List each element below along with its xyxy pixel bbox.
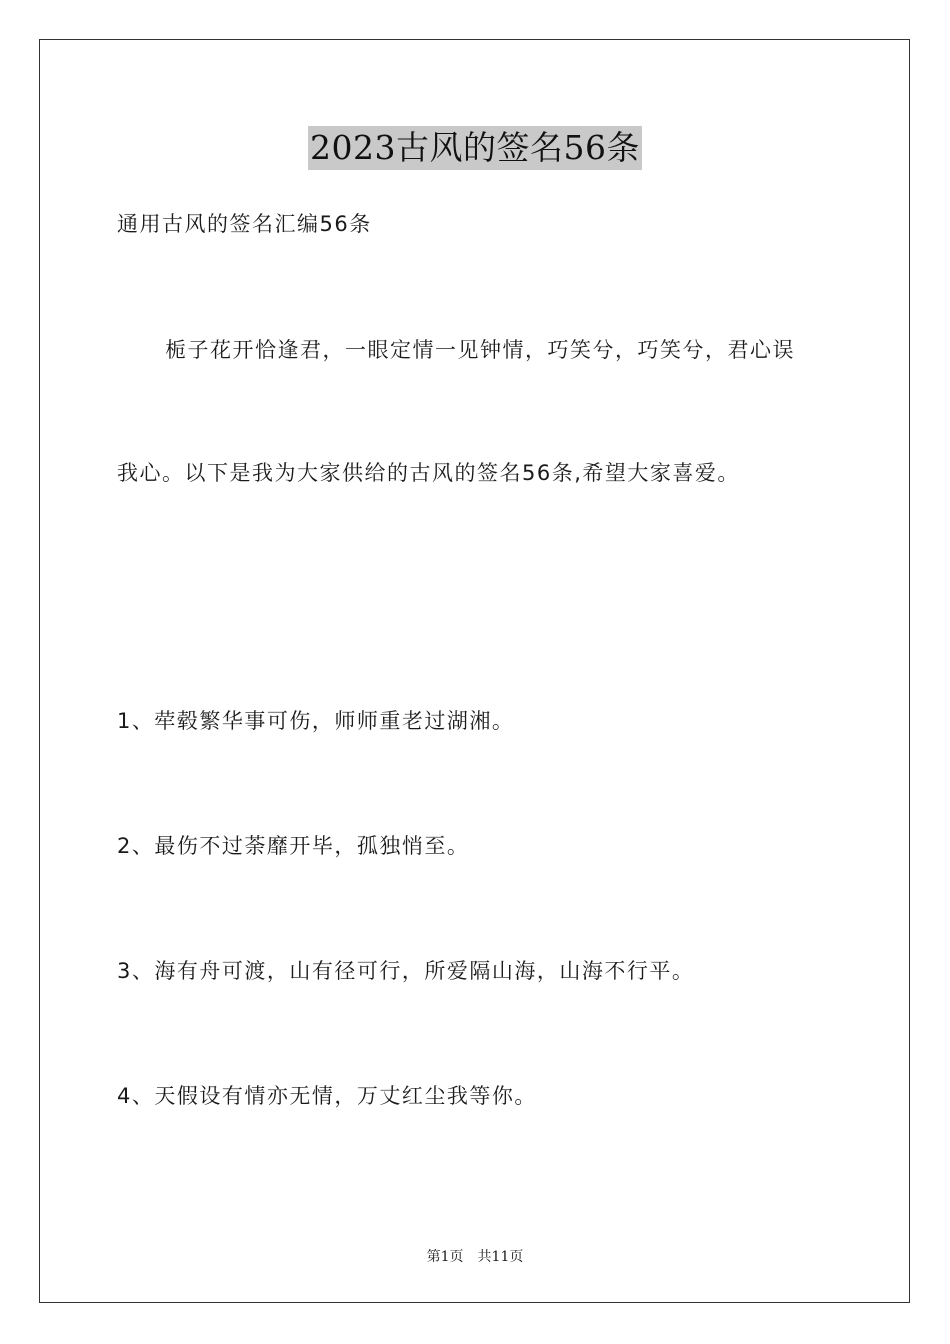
page-number-total: 共11页: [477, 1249, 524, 1265]
list-item: 3、海有舟可渡，山有径可行，所爱隔山海，山海不行平。: [117, 959, 695, 983]
document-subtitle: 通用古风的签名汇编56条: [117, 212, 372, 236]
intro-paragraph-line-2: 我心。以下是我为大家供给的古风的签名56条,希望大家喜爱。: [117, 461, 740, 485]
list-item: 4、天假设有情亦无情，万丈红尘我等你。: [117, 1084, 537, 1108]
title-container: [0, 126, 950, 170]
intro-paragraph-line-1: 栀子花开恰逢君，一眼定情一见钟情，巧笑兮，巧笑兮，君心误: [165, 338, 795, 362]
list-item: 2、最伤不过荼靡开毕，孤独悄至。: [117, 834, 470, 858]
list-item: 1、荦毂繁华事可伤，师师重老过湖湘。: [117, 709, 515, 733]
document-title: 2023古风的签名56条: [308, 126, 642, 170]
page-footer: [0, 1247, 950, 1267]
page-number-current: 第1页: [426, 1249, 464, 1265]
